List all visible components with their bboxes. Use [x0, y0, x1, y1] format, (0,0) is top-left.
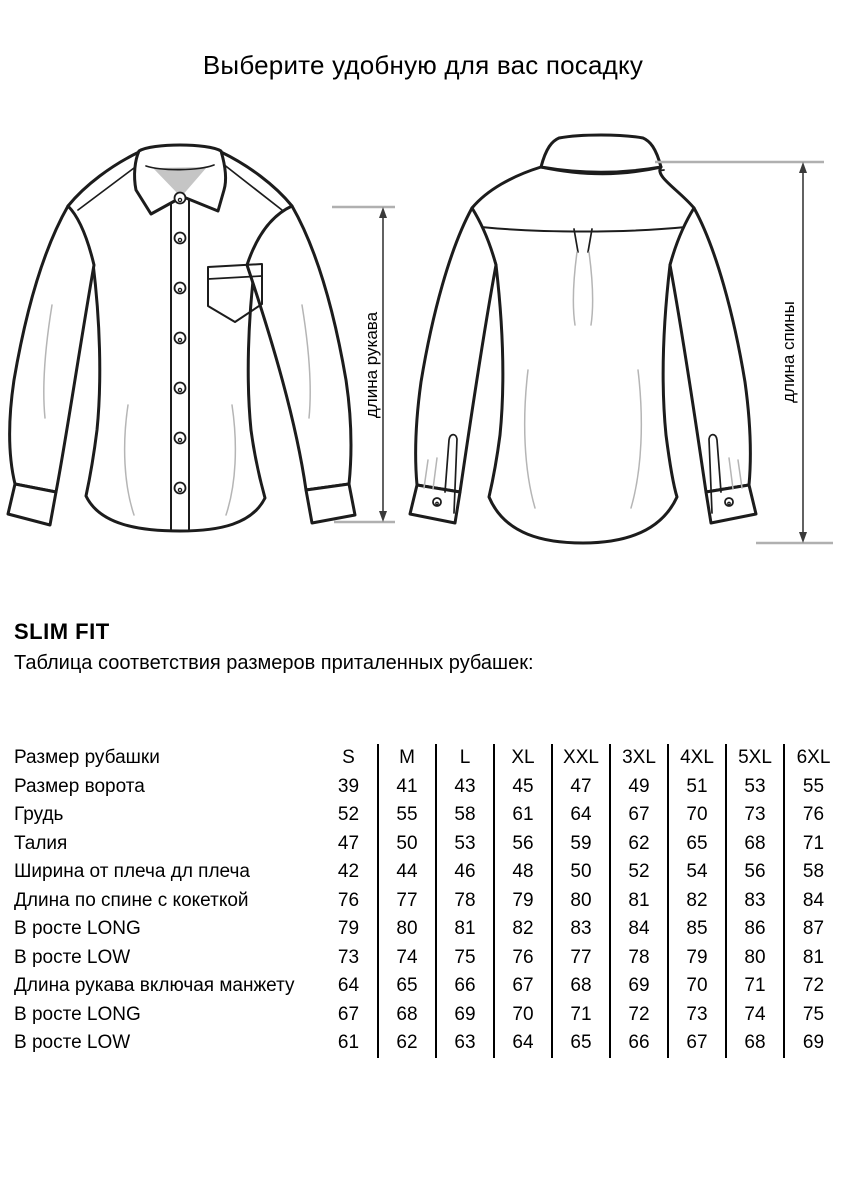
- shirt-back-illustration: [410, 135, 756, 543]
- size-value-cell: 68: [378, 1001, 436, 1030]
- size-value-cell: 79: [337, 918, 360, 940]
- size-value-cell: 81: [784, 944, 842, 973]
- size-value-cell: 84: [610, 915, 668, 944]
- size-value-cell: 55: [378, 801, 436, 830]
- size-value-cell: 78: [436, 887, 494, 916]
- size-value-cell: 74: [378, 944, 436, 973]
- size-value-cell: 54: [668, 858, 726, 887]
- size-value-cell: 67: [668, 1029, 726, 1058]
- size-value-cell: 64: [494, 1029, 552, 1058]
- size-value-cell: 39: [337, 775, 360, 797]
- size-value-cell: 62: [610, 830, 668, 859]
- table-row: [14, 1029, 842, 1058]
- size-value-cell: 66: [436, 972, 494, 1001]
- size-value-cell: 53: [436, 830, 494, 859]
- row-label-cell: В росте LONG: [14, 918, 141, 940]
- size-value-cell: 66: [610, 1029, 668, 1058]
- size-value-cell: 50: [552, 858, 610, 887]
- size-value-cell: 50: [378, 830, 436, 859]
- size-value-cell: 67: [610, 801, 668, 830]
- size-value-cell: 71: [552, 1001, 610, 1030]
- size-value-cell: 58: [784, 858, 842, 887]
- size-value-cell: 68: [726, 1029, 784, 1058]
- size-value-cell: 41: [378, 773, 436, 802]
- size-value-cell: 64: [337, 975, 360, 997]
- size-value-cell: 69: [436, 1001, 494, 1030]
- table-row: [14, 1001, 842, 1030]
- size-value-cell: 62: [378, 1029, 436, 1058]
- shirt-front-illustration: [8, 145, 355, 531]
- row-label-cell: Талия: [14, 832, 68, 854]
- size-value-cell: 83: [726, 887, 784, 916]
- size-value-cell: 68: [726, 830, 784, 859]
- size-value-cell: 79: [494, 887, 552, 916]
- size-value-cell: 70: [668, 972, 726, 1001]
- row-label-cell: Размер рубашки: [14, 747, 160, 769]
- size-value-cell: 70: [494, 1001, 552, 1030]
- size-value-cell: 65: [552, 1029, 610, 1058]
- size-value-cell: 61: [337, 1032, 360, 1054]
- size-value-cell: 82: [494, 915, 552, 944]
- size-value-cell: 52: [610, 858, 668, 887]
- row-label-cell: Длина по спине с кокеткой: [14, 889, 249, 911]
- size-value-cell: 47: [337, 832, 360, 854]
- table-row: [14, 773, 842, 802]
- table-row: [14, 915, 842, 944]
- size-value-cell: 76: [784, 801, 842, 830]
- row-label-cell: Длина рукава включая манжету: [14, 975, 295, 997]
- size-value-cell: 69: [610, 972, 668, 1001]
- size-header-cell: M: [378, 744, 436, 773]
- row-label-cell: В росте LOW: [14, 1032, 131, 1054]
- size-value-cell: 83: [552, 915, 610, 944]
- table-subtitle: Таблица соответствия размеров приталенных рубашек:: [14, 652, 534, 674]
- fit-heading: SLIM FIT: [14, 619, 110, 644]
- size-value-cell: 44: [378, 858, 436, 887]
- size-value-cell: 48: [494, 858, 552, 887]
- size-value-cell: 76: [494, 944, 552, 973]
- size-header-cell: 4XL: [668, 744, 726, 773]
- size-value-cell: 53: [726, 773, 784, 802]
- size-value-cell: 72: [784, 972, 842, 1001]
- size-value-cell: 67: [494, 972, 552, 1001]
- size-value-cell: 52: [337, 804, 360, 826]
- size-value-cell: 74: [726, 1001, 784, 1030]
- size-value-cell: 47: [552, 773, 610, 802]
- size-value-cell: 67: [337, 1003, 360, 1025]
- size-value-cell: 73: [337, 946, 360, 968]
- size-value-cell: 73: [668, 1001, 726, 1030]
- size-header-cell: 5XL: [726, 744, 784, 773]
- size-value-cell: 79: [668, 944, 726, 973]
- size-value-cell: 70: [668, 801, 726, 830]
- size-value-cell: 65: [668, 830, 726, 859]
- size-value-cell: 76: [337, 889, 360, 911]
- size-value-cell: 77: [552, 944, 610, 973]
- size-value-cell: 80: [378, 915, 436, 944]
- size-header-cell: XL: [494, 744, 552, 773]
- table-header-row: [14, 744, 842, 773]
- size-value-cell: 77: [378, 887, 436, 916]
- size-value-cell: 51: [668, 773, 726, 802]
- size-value-cell: 65: [378, 972, 436, 1001]
- size-value-cell: 56: [494, 830, 552, 859]
- size-value-cell: 58: [436, 801, 494, 830]
- row-label-cell: В росте LOW: [14, 946, 131, 968]
- size-header-cell: 6XL: [784, 744, 842, 773]
- row-label-cell: Грудь: [14, 804, 64, 826]
- size-value-cell: 82: [668, 887, 726, 916]
- size-table-body: [14, 744, 842, 1058]
- size-value-cell: 72: [610, 1001, 668, 1030]
- size-value-cell: 46: [436, 858, 494, 887]
- size-value-cell: 68: [552, 972, 610, 1001]
- table-row: [14, 887, 842, 916]
- size-value-cell: 87: [784, 915, 842, 944]
- table-row: [14, 972, 842, 1001]
- table-row: [14, 801, 842, 830]
- size-header-cell: XXL: [552, 744, 610, 773]
- size-value-cell: 80: [726, 944, 784, 973]
- size-value-cell: 75: [436, 944, 494, 973]
- size-value-cell: 55: [784, 773, 842, 802]
- size-value-cell: 78: [610, 944, 668, 973]
- size-value-cell: 71: [784, 830, 842, 859]
- size-header-cell: 3XL: [610, 744, 668, 773]
- page-title: Выберите удобную для вас посадку: [202, 50, 644, 80]
- table-row: [14, 830, 842, 859]
- size-header-cell: S: [342, 747, 355, 769]
- size-value-cell: 45: [494, 773, 552, 802]
- size-value-cell: 84: [784, 887, 842, 916]
- size-value-cell: 61: [494, 801, 552, 830]
- row-label-cell: В росте LONG: [14, 1003, 141, 1025]
- shirt-diagrams: [0, 110, 846, 590]
- size-value-cell: 69: [784, 1029, 842, 1058]
- size-value-cell: 59: [552, 830, 610, 859]
- size-value-cell: 81: [436, 915, 494, 944]
- row-label-cell: Размер ворота: [14, 775, 145, 797]
- size-value-cell: 71: [726, 972, 784, 1001]
- size-value-cell: 73: [726, 801, 784, 830]
- size-value-cell: 49: [610, 773, 668, 802]
- table-row: [14, 944, 842, 973]
- size-value-cell: 86: [726, 915, 784, 944]
- size-value-cell: 85: [668, 915, 726, 944]
- size-value-cell: 80: [552, 887, 610, 916]
- size-header-cell: L: [436, 744, 494, 773]
- size-value-cell: 43: [436, 773, 494, 802]
- size-value-cell: 75: [784, 1001, 842, 1030]
- sleeve-length-label: длина рукава: [362, 311, 381, 419]
- size-value-cell: 42: [337, 861, 360, 883]
- back-length-label: длина спины: [779, 301, 798, 403]
- size-value-cell: 56: [726, 858, 784, 887]
- size-value-cell: 64: [552, 801, 610, 830]
- row-label-cell: Ширина от плеча дл плеча: [14, 861, 250, 883]
- size-value-cell: 63: [436, 1029, 494, 1058]
- table-row: [14, 858, 842, 887]
- size-table: [14, 744, 842, 1058]
- size-value-cell: 81: [610, 887, 668, 916]
